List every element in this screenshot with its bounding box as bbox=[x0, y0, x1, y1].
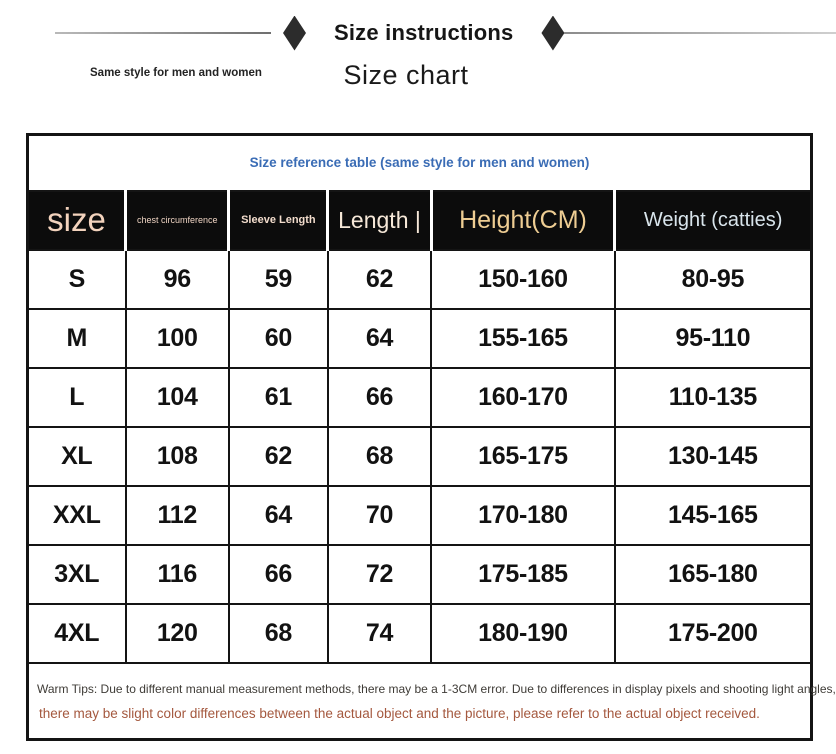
size-label-cell: M bbox=[28, 309, 126, 368]
size-value-cell: 59 bbox=[229, 250, 328, 309]
size-reference-table bbox=[26, 133, 836, 741]
size-label-cell: XL bbox=[28, 427, 126, 486]
size-value-cell: 96 bbox=[126, 250, 229, 309]
size-value-cell: 112 bbox=[126, 486, 229, 545]
table-row bbox=[28, 309, 812, 368]
table-caption-row bbox=[28, 135, 812, 191]
size-value-cell: 68 bbox=[229, 604, 328, 663]
size-value-cell: 170-180 bbox=[431, 486, 614, 545]
page-title: Size chart bbox=[343, 60, 469, 90]
size-value-cell: 155-165 bbox=[431, 309, 614, 368]
table-header-row bbox=[28, 191, 812, 250]
size-value-cell: 80-95 bbox=[615, 250, 812, 309]
size-value-cell: 116 bbox=[126, 545, 229, 604]
size-label-cell: XXL bbox=[28, 486, 126, 545]
size-value-cell: 175-200 bbox=[615, 604, 812, 663]
table-row bbox=[28, 604, 812, 663]
size-value-cell: 150-160 bbox=[431, 250, 614, 309]
size-value-cell: 175-185 bbox=[431, 545, 614, 604]
column-header-size: size bbox=[28, 191, 126, 250]
size-value-cell: 120 bbox=[126, 604, 229, 663]
banner-title: Size instructions bbox=[334, 20, 514, 45]
size-value-cell: 110-135 bbox=[615, 368, 812, 427]
size-label-cell: 4XL bbox=[28, 604, 126, 663]
size-value-cell: 165-180 bbox=[615, 545, 812, 604]
size-value-cell: 61 bbox=[229, 368, 328, 427]
column-header-sleeve: Sleeve Length bbox=[229, 191, 328, 250]
size-value-cell: 70 bbox=[328, 486, 431, 545]
column-header-height: Height(CM) bbox=[431, 191, 614, 250]
banner-rule-left bbox=[55, 32, 271, 34]
warm-tips-line2: there may be slight color differences between the actual object and the picture, please refer to the actual object received. bbox=[39, 706, 760, 722]
size-value-cell: 62 bbox=[328, 250, 431, 309]
size-value-cell: 108 bbox=[126, 427, 229, 486]
size-value-cell: 66 bbox=[328, 368, 431, 427]
size-value-cell: 64 bbox=[328, 309, 431, 368]
size-value-cell: 60 bbox=[229, 309, 328, 368]
size-value-cell: 66 bbox=[229, 545, 328, 604]
size-value-cell: 64 bbox=[229, 486, 328, 545]
size-label-cell: 3XL bbox=[28, 545, 126, 604]
table-row bbox=[28, 486, 812, 545]
size-value-cell: 104 bbox=[126, 368, 229, 427]
table-row bbox=[28, 545, 812, 604]
size-value-cell: 95-110 bbox=[615, 309, 812, 368]
column-header-weight: Weight (catties) bbox=[615, 191, 812, 250]
diamond-icon bbox=[541, 16, 564, 51]
column-header-length: Length | bbox=[328, 191, 431, 250]
size-value-cell: 72 bbox=[328, 545, 431, 604]
size-label-cell: S bbox=[28, 250, 126, 309]
size-value-cell: 165-175 bbox=[431, 427, 614, 486]
size-value-cell: 100 bbox=[126, 309, 229, 368]
size-value-cell: 74 bbox=[328, 604, 431, 663]
diamond-icon bbox=[283, 16, 306, 51]
warm-tips-line1: Warm Tips: Due to different manual measurement methods, there may be a 1-3CM error. Due to differences in display pixels and shooting light angles, bbox=[37, 682, 836, 697]
size-value-cell: 68 bbox=[328, 427, 431, 486]
size-value-cell: 145-165 bbox=[615, 486, 812, 545]
banner-rule-right bbox=[564, 32, 836, 34]
warm-tips-row bbox=[28, 663, 812, 740]
size-value-cell: 130-145 bbox=[615, 427, 812, 486]
table-row bbox=[28, 250, 812, 309]
table-row bbox=[28, 368, 812, 427]
size-value-cell: 160-170 bbox=[431, 368, 614, 427]
size-value-cell: 180-190 bbox=[431, 604, 614, 663]
warm-tips-cell bbox=[28, 663, 836, 740]
tagline: Same style for men and women bbox=[90, 67, 262, 79]
column-header-chest: chest circumference bbox=[126, 191, 229, 250]
table-caption: Size reference table (same style for men and women) bbox=[28, 135, 812, 191]
banner bbox=[0, 14, 836, 52]
size-value-cell: 62 bbox=[229, 427, 328, 486]
table-row bbox=[28, 427, 812, 486]
size-label-cell: L bbox=[28, 368, 126, 427]
